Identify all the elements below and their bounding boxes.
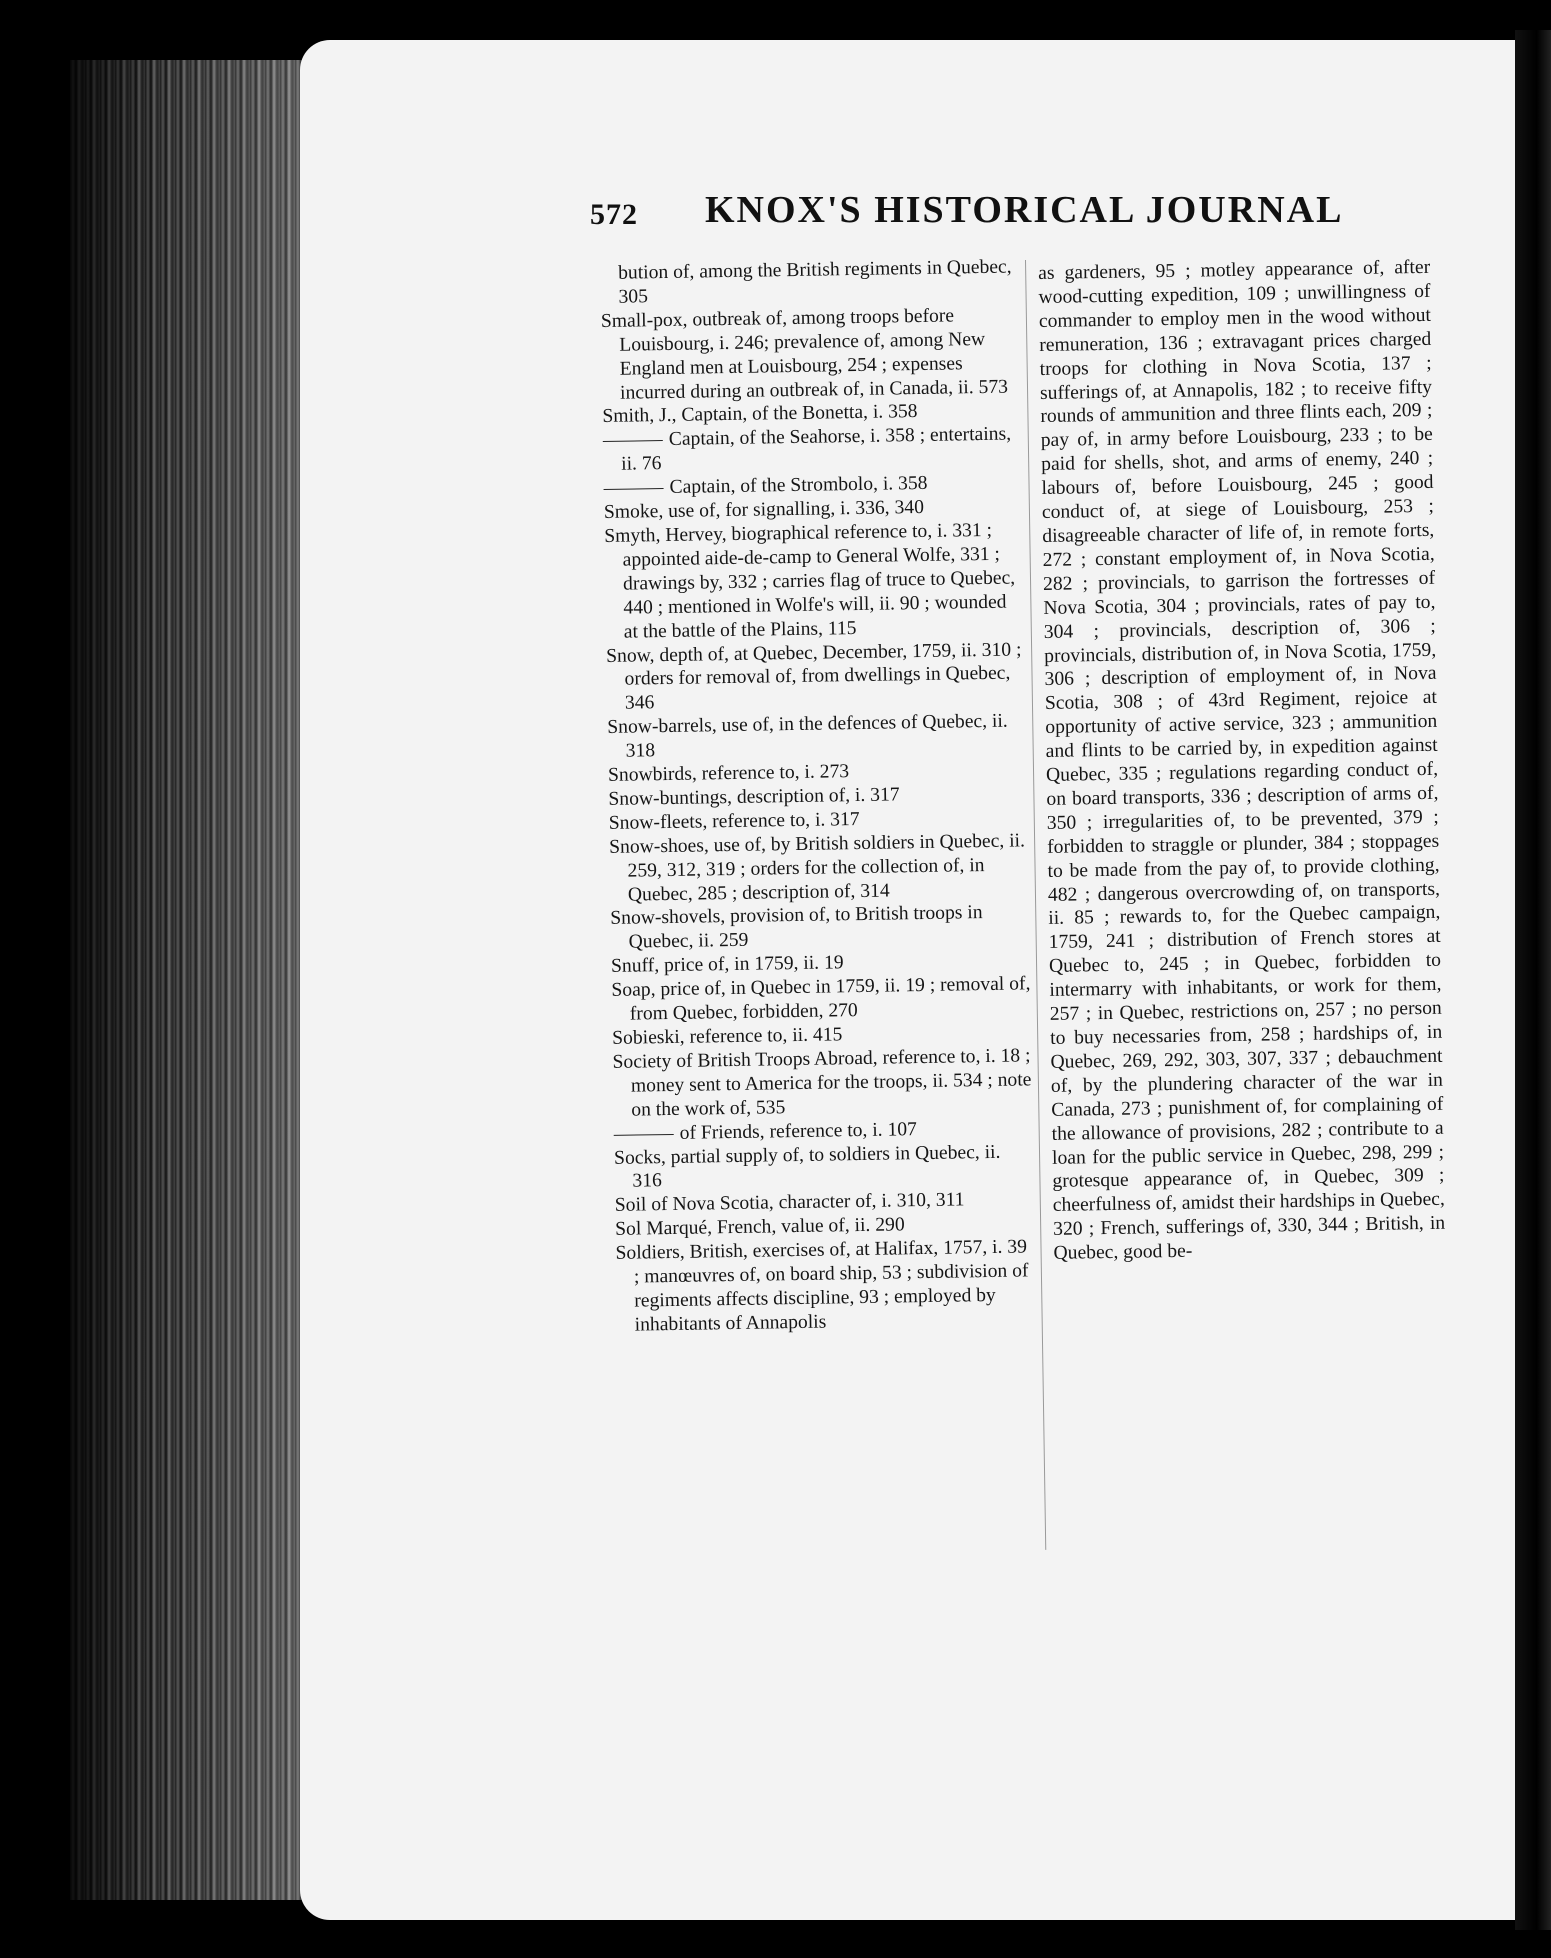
book-right-edge	[1515, 30, 1551, 1930]
index-column-right	[1038, 256, 1446, 1266]
index-entry-text: Captain, of the Seahorse, i. 358 ; entertains, ii. 76	[621, 423, 1012, 475]
page-number: 572	[590, 198, 638, 231]
spine-shadow	[70, 60, 320, 1900]
index-entry	[603, 423, 1024, 477]
index-entry	[604, 518, 1026, 644]
ditto-dash	[604, 488, 664, 490]
index-entry-text: Soldiers, British, exercises of, at Halifax, 1757, i. 39 ; manœuvres of, on board ship, 53 ; subdivision of regiments affects discipline, 93 ; employed by inhabitants of Annapolis	[615, 1236, 1029, 1336]
index-entry-text: Smyth, Hervey, biographical reference to, i. 331 ; appointed aide-de-camp to General Wolfe, 331 ; drawings by, 332 ; carries flag of truce to Quebec, 440 ; mentioned in Wolfe's will, ii. 90 ; wounded at the battle of the Plains, 115	[604, 519, 1016, 643]
index-entry	[610, 901, 1031, 955]
page-header	[590, 188, 1344, 248]
index-entry-text: Captain, of the Strombolo, i. 358	[669, 473, 928, 499]
index-entry-text: Snow-buntings, description of, i. 317	[608, 784, 900, 810]
index-entry-text: Society of British Troops Abroad, reference to, i. 18 ; money sent to America for the troops, ii. 534 ; note on the work of, 535	[612, 1045, 1032, 1121]
index-entry-text: of Friends, reference to, i. 107	[679, 1118, 918, 1144]
index-entry-text: Snowbirds, reference to, i. 273	[607, 761, 850, 786]
index-entry-text: Snow-shovels, provision of, to British troops in Quebec, ii. 259	[610, 902, 983, 954]
index-entry	[615, 1235, 1036, 1337]
index-entry	[600, 255, 1021, 309]
index-entry-text: Soil of Nova Scotia, character of, i. 310, 311	[614, 1189, 965, 1217]
index-entry-text: Snow-barrels, use of, in the defences of Quebec, ii. 318	[607, 710, 1008, 762]
running-title: KNOX'S HISTORICAL JOURNAL	[705, 189, 1344, 231]
index-entry-text: Sol Marqué, French, value of, ii. 290	[615, 1214, 905, 1241]
index-entry-text: Soap, price of, in Quebec in 1759, ii. 19 ; removal of, from Quebec, forbidden, 270	[611, 973, 1031, 1025]
index-entry-continuation: as gardeners, 95 ; motley appearance of, after wood-cutting expedition, 109 ; unwillingness of commander to employ men in the wood without remuneration, 136 ; extravagant prices charged troops for clothing in Nova Scotia, 137 ; sufferings of, at Annapolis, 182 ; to receive fifty rounds of ammunition and three flints each, 209 ; pay of, in army before Louisbourg, 233 ; to be paid for shells, shot, and arms of enemy, 240 ; labours of, before Louisbourg, 245 ; good conduct of, at siege of Louisbourg, 253 ; disagreeable character of life of, in remote forts, 272 ; constant employment of, in Nova Scotia, 282 ; provincials, to garrison the fortresses of Nova Scotia, 304 ; provincials, rates of pay to, 304 ; provincials, description of, 306 ; provincials, distribution of, in Nova Scotia, 1759, 306 ; description of employment of, in Nova Scotia, 308 ; of 43rd Regiment, rejoice at opportunity of active service, 323 ; ammunition and flints to be carried by, in expedition against Quebec, 335 ; regulations regarding conduct of, on board transports, 336 ; description of arms of, 350 ; irregularities of, to be prevented, 379 ; forbidden to straggle or plunder, 384 ; stoppages to be made from the pay of, to provide clothing, 482 ; dangerous overcrowding of, on transports, ii. 85 ; rewards to, for the Quebec campaign, 1759, 241 ; distribution of French stores at Quebec to, 245 ; in Quebec, forbidden to intermarry with inhabitants, or work for them, 257 ; in Quebec, restrictions on, 257 ; no person to buy necessaries from, 258 ; hardships of, in Quebec, 269, 292, 303, 307, 337 ; debauchment of, by the plundering character of the war in Canada, 273 ; punishment of, for complaining of the allowance of provisions, 282 ; contribute to a loan for the public service in Quebec, 298, 299 ; grotesque appearance of, in Quebec, 309 ; cheerfulness of, amidst their hardships in Quebec, 320 ; French, sufferings of, 330, 344 ; British, in Quebec, good be-	[1038, 256, 1446, 1265]
index-entry-text: bution of, among the British regiments in Quebec, 305	[618, 256, 1012, 308]
index-entry	[614, 1140, 1035, 1194]
ditto-dash	[614, 1134, 674, 1136]
index-entry	[606, 638, 1027, 716]
index-entry-text: Snow-fleets, reference to, i. 317	[608, 808, 860, 834]
index-entry-text: Smoke, use of, for signalling, i. 336, 340	[603, 497, 925, 524]
index-column-left	[600, 255, 1037, 1337]
ditto-dash	[603, 440, 663, 442]
index-entry	[609, 829, 1030, 907]
index-entry	[601, 303, 1022, 405]
index-entry-text: Socks, partial supply of, to soldiers in Quebec, ii. 316	[613, 1141, 1001, 1193]
index-entry-text: Sobieski, reference to, ii. 415	[612, 1024, 843, 1049]
index-entry	[612, 1044, 1033, 1122]
index-entry-text: Snow, depth of, at Quebec, December, 1759, ii. 310 ; orders for removal of, from dwellings in Quebec, 346	[606, 638, 1022, 714]
index-entry-text: Snuff, price of, in 1759, ii. 19	[610, 952, 844, 978]
index-entry-text: Snow-shoes, use of, by British soldiers in Quebec, ii. 259, 312, 319 ; orders for the collection of, in Quebec, 285 ; description of, 314	[609, 830, 1026, 906]
index-entry-text: Small-pox, outbreak of, among troops before Louisbourg, i. 246; prevalence of, among New England men at Louisbourg, 254 ; expenses incurred during an outbreak of, in Canada, ii. 573	[600, 305, 1009, 404]
index-entry-text: Smith, J., Captain, of the Bonetta, i. 358	[602, 401, 918, 428]
index-entry	[611, 973, 1032, 1027]
index-entry	[607, 710, 1028, 764]
